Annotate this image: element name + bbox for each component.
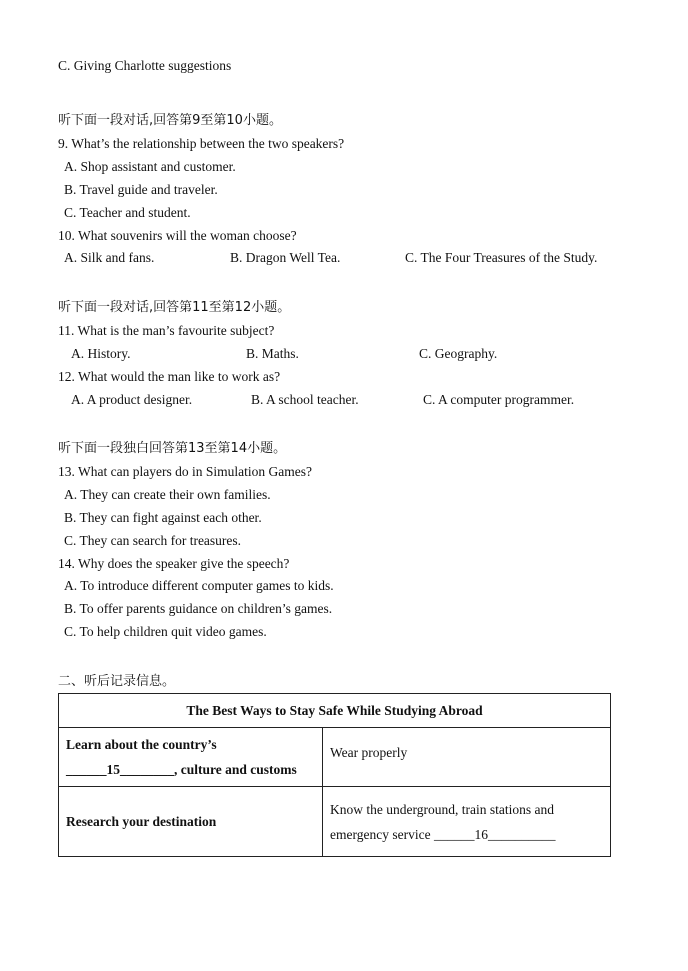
q11-option-c: C. Geography. <box>419 346 498 361</box>
question-14: 14. Why does the speaker give the speech? <box>58 556 290 571</box>
part-two-heading: 二、听后记录信息。 <box>58 674 176 689</box>
table-cell-country <box>59 728 323 787</box>
q12-option-b: B. A school teacher. <box>251 392 359 407</box>
q10-option-c: C. The Four Treasures of the Study. <box>405 250 598 265</box>
q10-option-a: A. Silk and fans. <box>64 250 155 265</box>
q8-option-c: C. Giving Charlotte suggestions <box>58 58 232 73</box>
question-12: 12. What would the man like to work as? <box>58 369 281 384</box>
table-cell-wear: Wear properly <box>323 728 611 787</box>
q11-option-a: A. History. <box>71 346 131 361</box>
q9-option-a: A. Shop assistant and customer. <box>64 159 236 174</box>
q13-option-c: C. They can search for treasures. <box>64 533 242 548</box>
q14-option-b: B. To offer parents guidance on children’s games. <box>64 601 333 616</box>
q14-option-c: C. To help children quit video games. <box>64 624 267 639</box>
section-heading-9-10: 听下面一段对话,回答第9至第10小题。 <box>58 113 282 128</box>
q10-option-b: B. Dragon Well Tea. <box>230 250 341 265</box>
table-cell-know <box>323 787 611 857</box>
table-row <box>59 787 611 857</box>
blank-16-line: emergency service ______16__________ <box>330 826 556 842</box>
q12-option-a: A. A product designer. <box>71 392 193 407</box>
section-heading-13-14: 听下面一段独白回答第13至第14小题。 <box>58 441 287 456</box>
q9-option-b: B. Travel guide and traveler. <box>64 182 218 197</box>
table-cell-research: Research your destination <box>59 787 323 857</box>
q14-option-a: A. To introduce different computer games to kids. <box>64 578 334 593</box>
question-13: 13. What can players do in Simulation Games? <box>58 464 312 479</box>
table-row <box>59 728 611 787</box>
q9-option-c: C. Teacher and student. <box>64 205 191 220</box>
country-label: Learn about the country’s <box>66 737 217 752</box>
section-heading-11-12: 听下面一段对话,回答第11至第12小题。 <box>58 300 291 315</box>
table-header-row <box>59 694 611 728</box>
question-10: 10. What souvenirs will the woman choose? <box>58 228 297 243</box>
q12-option-c: C. A computer programmer. <box>423 392 575 407</box>
question-9: 9. What’s the relationship between the two speakers? <box>58 136 345 151</box>
q13-option-a: A. They can create their own families. <box>64 487 271 502</box>
know-line: Know the underground, train stations and <box>330 801 554 817</box>
q13-option-b: B. They can fight against each other. <box>64 510 262 525</box>
question-11: 11. What is the man’s favourite subject? <box>58 323 275 338</box>
q11-option-b: B. Maths. <box>246 346 299 361</box>
table-title: The Best Ways to Stay Safe While Studying Abroad <box>59 694 611 728</box>
blank-15-line: ______15________, culture and customs <box>66 762 297 777</box>
notes-table <box>58 693 611 857</box>
